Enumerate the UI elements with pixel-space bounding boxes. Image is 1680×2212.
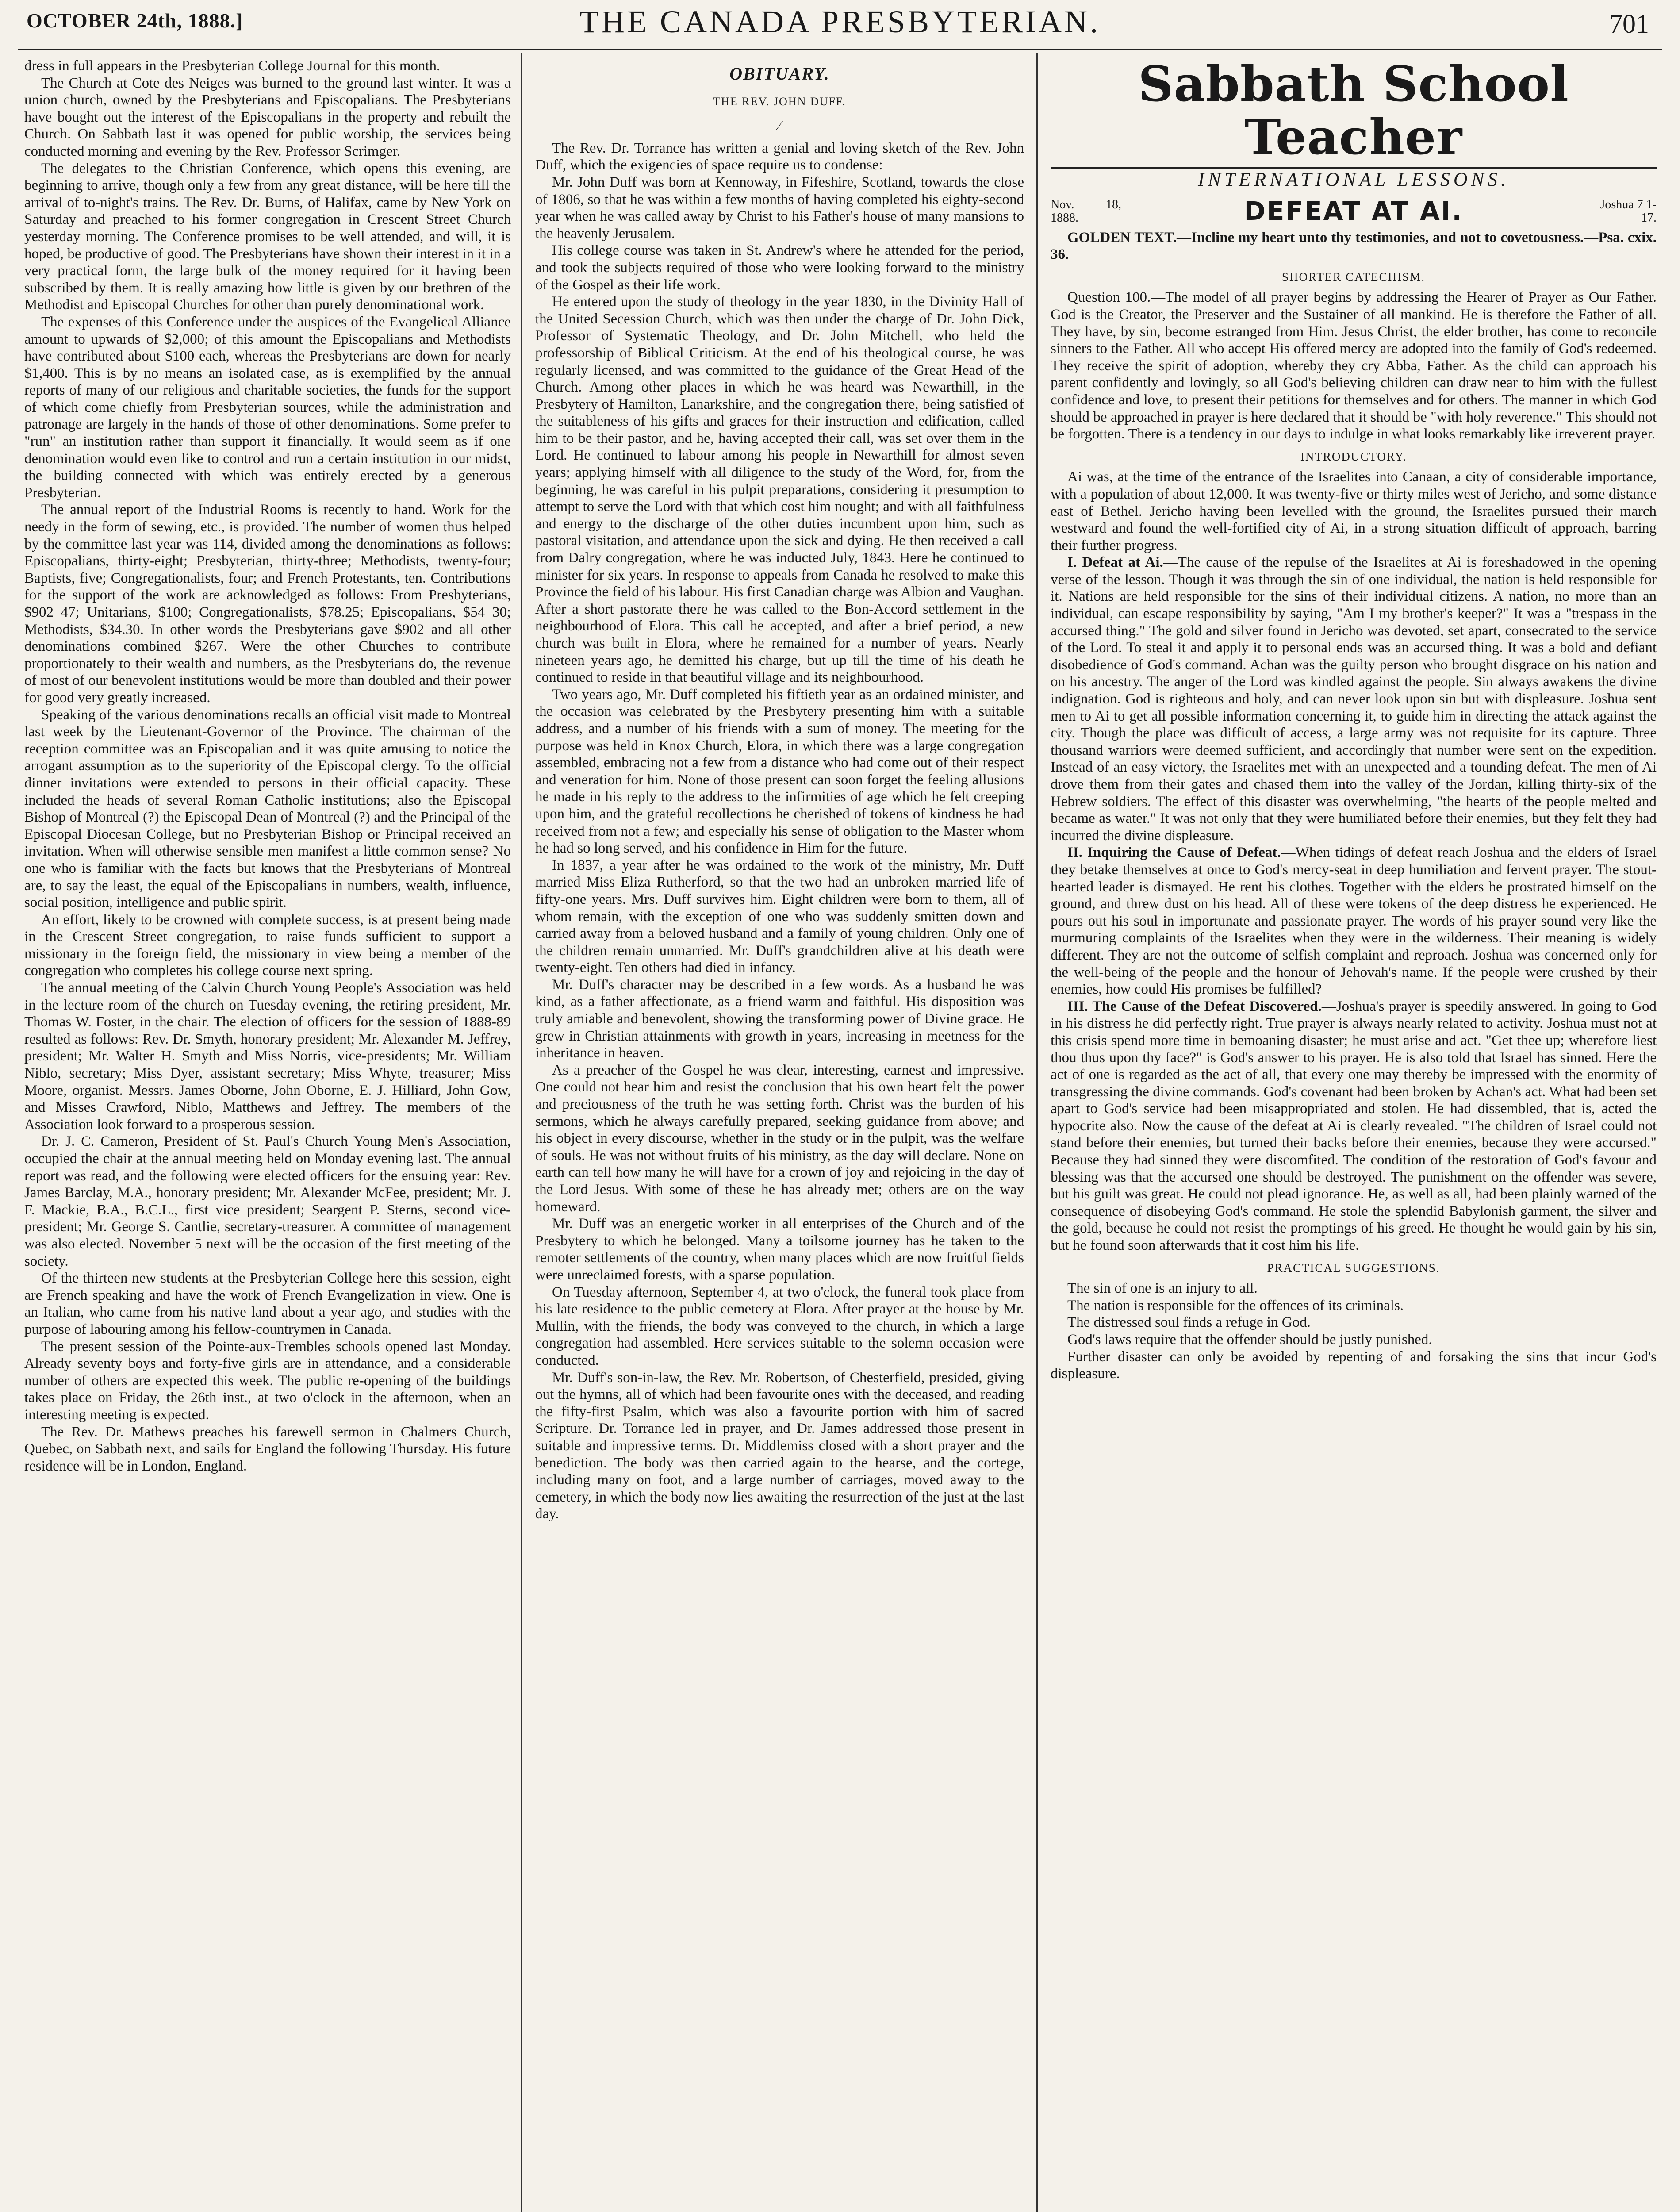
news-paragraph: The annual meeting of the Calvin Church Young People's Association was held in the lecture room of the church on Tuesday evening, the retiring president, Mr. Thomas W. Foster, in the chair. The election of officers for the session of 1888-89 resulted as follows: Rev. Dr. Smyth, honorary president; Mr. Alexander M. Jeffrey, president; Mr. Walter H. Smyth and Miss Norris, vice-presidents; Mr. William Niblo, secretary; Miss Dyer, assistant secretary; Miss Whyte, treasurer; Miss Moore, organist. Messrs. James Oborne, John Oborne, E. J. Hilliard, John Gow, and Misses Crawford, Niblo, Matthews and Jeffrey. The members of the Association look forward to a prosperous session.	[24, 980, 511, 1133]
obituary-paragraph: As a preacher of the Gospel he was clear, interesting, earnest and impressive. One could not hear him and resist the conclusion that his own heart felt the power and preciousness of the truth he was setting forth. Christ was the burden of his sermons, which he always carefully prepared, seeking guidance from above; and his object in every discourse, whether in the study or in the pulpit, was the welfare of souls. He was not without fruits of his ministry, as the day will declare. None on earth can tell how many he will have for a crown of joy and rejoicing in the day of the Lord Jesus. With some of these he has already met; others are on the way homeward.	[535, 1062, 1024, 1215]
introductory-text: Ai was, at the time of the entrance of the Israelites into Canaan, a city of considerable importance, with a population of about 12,000. It was twenty-five or thirty miles west of Jericho, and some distance east of Bethel. Jericho having been levelled with the ground, the Israelites pursued their march westward and found the well-fortified city of Ai, in a strong situation difficult of approach, barring their further progress.	[1051, 469, 1657, 553]
news-paragraph: The expenses of this Conference under the auspices of the Evangelical Alliance amount to upwards of $2,000; of this amount the Episcopalians and Methodists have contributed about $100 each, whereas the Presbyterians are down for nearly $1,400. This is by no means an isolated case, as is exemplified by the annual reports of many of our religious and charitable societies, the funds for the support of which come chiefly from Presbyterian sources, while the administration and patronage are largely in the hands of those of other denominations. Some prefer to "run" an institution rather than support it financially. It would seem as if one denomination would even like to control and run a certain institution in our midst, the building connected with which was entirely erected by a generous Presbyterian.	[24, 314, 511, 501]
obituary-paragraph: Two years ago, Mr. Duff completed his fiftieth year as an ordained minister, and the occasion was celebrated by the Presbytery presenting him with a suitable address, and a number of his friends with a sum of money. The meeting for the purpose was held in Knox Church, Elora, in which there was a large congregation assembled, embracing not a few from a distance who had come out of their respect and veneration for him. None of those present can soon forget the feeling allusions he made in his reply to the address to the infirmities of age which he felt creeping upon him, and the grateful recollections he cherished of tokens of kindness he had received from not a few; and especially his sense of obligation to the Master whom he had so long served, and his confidence in Him for the future.	[535, 686, 1024, 856]
obituary-paragraph: On Tuesday afternoon, September 4, at two o'clock, the funeral took place from his late residence to the public cemetery at Elora. After prayer at the house by Mr. Mullin, with the friends, the body was conveyed to the church, in which a large congregation had assembled. Here services suitable to the solemn occasion were conducted.	[535, 1284, 1024, 1368]
practical-item: The distressed soul finds a refuge in God.	[1067, 1314, 1311, 1331]
obituary-paragraph: He entered upon the study of theology in the year 1830, in the Divinity Hall of the United Secession Church, which was then under the charge of Dr. John Dick, Professor of Systematic Theology, and Dr. John Mitchell, who held the professorship of Biblical Criticism. At the end of his theological course, he was regularly licensed, and was committed to the guidance of the Great Head of the Church. Among other places in which he was heard was Newarthill, in the Presbytery of Hamilton, Lanarkshire, and the congregation there, being satisfied of the suitableness of his gifts and graces for their instruction and edification, called him to be their pastor, and he, having accepted their call, was set over them in the Lord. He continued to labour among his people in Newarthill for almost seven years; applying himself with all diligence to the study of the Word, for, from the beginning, he was careful in his pulpit preparations, considering it presumption to attempt to serve the Lord with that which cost him nought; and with all faithfulness and energy to the discharge of the other duties incumbent upon him, such as pastoral visitation, and attendance upon the sick and dying. He then received a call from Dalry congregation, where he was inducted July, 1843. Here he continued to minister for six years. In response to appeals from Canada he resolved to make this Province the field of his labour. His first Canadian charge was Albion and Vaughan. After a short pastorate there he was called to the Bon-Accord settlement in the neighbourhood of Elora. This call he accepted, and after a brief period, a new church was built in Elora, where he remained for a number of years. Nearly nineteen years ago, he demitted his charge, but up till the time of his death he continued to reside in that beautiful village and its neighbourhood.	[535, 294, 1024, 686]
sabbath-school-heading: Sabbath School Teacher	[1138, 58, 1569, 165]
column-divider-1	[521, 53, 522, 2212]
section-1-title: I. Defeat at Ai.	[1067, 554, 1163, 571]
news-paragraph: An effort, likely to be crowned with complete success, is at present being made in the Crescent Street congregation, to raise funds sufficient to support a missionary in the foreign field, the missionary in view being a member of the congregation who completes his college course next spring.	[24, 911, 511, 979]
column-divider-2	[1036, 53, 1038, 2212]
practical-item: The sin of one is an injury to all.	[1067, 1280, 1258, 1297]
column-2-obituary	[535, 58, 1024, 2212]
news-paragraph: The present session of the Pointe-aux-Trembles schools opened last Monday. Already seventy boys and forty-five girls are in attendance, and a considerable number of others are expected this week. The public re-opening of the buildings takes place on Friday, the 26th inst., at two o'clock in the afternoon, when an interesting meeting is expected.	[24, 1338, 511, 1423]
news-paragraph: The delegates to the Christian Conference, which opens this evening, are beginning to arrive, though only a few from any great distance, will be here till the arrival of to-night's trains. The Rev. Dr. Burns, of Halifax, came by New York on Saturday and preached to his former congregation in Crescent Street Church yesterday morning. The Conference promises to be well attended, and will, it is hoped, be productive of good. The Presbyterians have shown their interest in it in a very practical form, the large bulk of the money required for it having been subscribed by them. It is really amazing how little is given by our brethren of the Methodist and Episcopal Churches for other than purely denominational work.	[24, 160, 511, 313]
section-2	[1051, 844, 1657, 998]
column-3-sabbath-school	[1051, 58, 1657, 2212]
news-paragraph: The annual report of the Industrial Rooms is recently to hand. Work for the needy in the form of sewing, etc., is provided. The number of women thus helped by the committee last year was 114, divided among the denominations as follows: Episcopalians, thirty-eight; Presbyterian, thirty-three; Methodists, twenty-four; Baptists, five; Congregationalists, four; and French Protestants, ten. Contributions for the support of the work are acknowledged as follows: From Presbyterians, $902 47; Unitarians, $100; Congregationalists, $78.25; Episcopalians, $54 30; Methodists, $34.30. In other words the Presbyterians gave $902 and all other denominations combined $267. Were the other Churches to contribute proportionately to their wealth and numbers, as the Presbyterians do, the revenue of most of our benevolent institutions would be more than doubled and their power for good very greatly increased.	[24, 502, 511, 706]
obituary-paragraph: The Rev. Dr. Torrance has written a genial and loving sketch of the Rev. John Duff, which the exigencies of space require us to condense:	[535, 140, 1024, 173]
obituary-paragraph: Mr. John Duff was born at Kennoway, in Fifeshire, Scotland, towards the close of 1806, so that he was within a few months of having completed his eighty-second year when he was called away by Christ to his Father's house of many mansions to the heavenly Jerusalem.	[535, 174, 1024, 242]
section-1-text: —The cause of the repulse of the Israelites at Ai is foreshadowed in the opening verse of the lesson. Though it was through the sin of one individual, the nation is held responsible for it. Nations are held responsible for the sins of their individual citizens. A nation, no more than an individual, can escape responsibility by saying, "Am I my brother's keeper?" It was a "trespass in the accursed thing." The gold and silver found in Jericho was devoted, set apart, consecrated to the service of the Lord. To steal it and apply it to personal ends was an accursed thing. It was a bold and defiant disobedience of God's command. Achan was the guilty person who brought disgrace on his nation and on his ancestry. The anger of the Lord was kindled against the people. Sin always awakens the divine indignation. God is righteous and holy, and can never look upon sin but with displeasure. Joshua sent men to Ai to get all possible information concerning it, to guide him in directing the attack against the city. Though the place was difficult of access, a large army was not requisite for its capture. Three thousand warriors were deemed sufficient, and accordingly that number were sent on the expedition. Instead of an easy victory, the Israelites met with an unexpected and a tounding defeat. The men of Ai drove them from their gates and chased them into the valley of the Jordan, killing thirty-six of the Hebrew soldiers. The effect of this disaster was overwhelming, "the hearts of the people melted and became as water." It was not only that they were humiliated before their enemies, but they felt they had incurred the divine displeasure.	[1051, 554, 1657, 844]
masthead-title: THE CANADA PRESBYTERIAN.	[579, 4, 1101, 39]
obituary-paragraph: In 1837, a year after he was ordained to the work of the ministry, Mr. Duff married Miss Eliza Rutherford, so that the two had an unbroken married life of fifty-one years. Mrs. Duff survives him. Eight children were born to them, all of whom remain, with the exception of one who was suddenly smitten down and carried away from a beloved husband and a family of young children. Only one of the children remain unmarried. Mr. Duff's grandchildren alive at his death were twenty-eight. Ten others had died in infancy.	[535, 857, 1024, 976]
section-2-text: —When tidings of defeat reach Joshua and the elders of Israel they betake themselves at once to God's mercy-seat in deep humiliation and fervent prayer. The stout-hearted leader is dismayed. He rent his clothes. Together with the elders he prostrated himself on the ground, and threw dust on his head. All of these were tokens of the deep distress he experienced. He pours out his soul in importunate and passionate prayer. The words of his prayer sound very like the murmuring complaints of the Israelites when they were in the wilderness. Their meaning is widely different. They are not the outcome of selfish complaint and reproach. Joshua was concerned only for the well-being of the people and the honour of Jehovah's name. If the people were crushed by their enemies, how could His promises be fulfilled?	[1051, 845, 1657, 998]
practical-item: Further disaster can only be avoided by repenting of and forsaking the sins that incur God's displeasure.	[1051, 1348, 1657, 1382]
obituary-paragraph: Mr. Duff's character may be described in a few words. As a husband he was kind, as a father affectionate, as a friend warm and faithful. His disposition was truly amiable and benevolent, showing the transforming power of Divine grace. He grew in Christian attainments with growth in years, increasing in meetness for the inheritance in heaven.	[535, 976, 1024, 1061]
section-1	[1051, 554, 1657, 844]
news-paragraph: Speaking of the various denominations recalls an official visit made to Montreal last week by the Lieutenant-Governor of the Province. The chairman of the reception committee was an Episcopalian and it was quite amusing to notice the arrogant assumption as to the superiority of the Episcopal clergy. To the official dinner invitations were extended to persons in their official capacity. These included the heads of several Roman Catholic institutions; also the Episcopal Bishop of Montreal (?) the Episcopal Dean of Montreal (?) and the Principal of the Episcopal Diocesan College, but no Presbyterian Bishop or Principal received an invitation. When will otherwise sensible men manifest a little common sense? No one who is familiar with the facts but knows that the Presbyterians of Montreal are, to say the least, the equal of the Episcopalians in numbers, wealth, influence, social position, intelligence and public spirit.	[24, 707, 511, 911]
news-paragraph: The Church at Cote des Neiges was burned to the ground last winter. It was a union church, owned by the Presbyterians and Episcopalians. The Presbyterians have bought out the interest of the Episcopalians in the property and rebuilt the Church. On Sabbath last it was opened for public worship, the services being conducted morning and evening by the Rev. Professor Scrimger.	[24, 75, 511, 159]
section-3	[1051, 998, 1657, 1254]
introductory-heading: INTRODUCTORY.	[1300, 449, 1407, 463]
lesson-title: DEFEAT AT AI.	[1244, 196, 1463, 227]
lesson-scripture-ref: Joshua 7 1-17.	[1600, 197, 1657, 225]
news-paragraph: Dr. J. C. Cameron, President of St. Paul's Church Young Men's Association, occupied the chair at the annual meeting held on Monday evening last. The annual report was read, and the following were elected officers for the ensuing year: Rev. James Barclay, M.A., honorary president; Mr. Alexander McFee, president; Mr. J. F. Mackie, B.A., B.C.L., first vice president; Seargent P. Sterns, second vice-president; Mr. George S. Cantlie, secretary-treasurer. A committee of management was also elected. November 5 next will be the occasion of the first meeting of the society.	[24, 1133, 511, 1269]
section-3-text: —Joshua's prayer is speedily answered. In going to God in his distress he did perfectly right. True prayer is always nearly related to activity. Joshua must not at this crisis spend more time in bemoaning disaster; he must arise and act. "Get thee up; wherefore liest thou thus upon thy face?" is God's answer to his prayer. He is also told that Israel has sinned. Here the act of one is regarded as the act of all, that every one may thereby be impressed with the enormity of transgressing the divine commands. God's covenant had been broken by Achan's act. What had been set apart to God's service had been misappropriated and stolen. He had dissembled, that is, acted the hypocrite also. Now the cause of the defeat at Ai is clearly revealed. "The children of Israel could not stand before their enemies, but turned their backs before their enemies, because they were accursed." Because they had sinned they were discomfited. The condition of the restoration of God's favour and blessing was that the accursed one should be destroyed. The punishment on the offender was severe, but his guilt was great. He could not plead ignorance. He, as well as all, had been plainly warned of the consequence of disobeying God's command. He stole the splendid Babylonish garment, the silver and the gold, because he could not resist the promptings of his greed. He thought he would gain by his sin, but he found soon afterwards that it cost him his life.	[1051, 998, 1657, 1254]
news-paragraph: Of the thirteen new students at the Presbyterian College here this session, eight are French speaking and have the work of French Evangelization in view. One is an Italian, who came from his native land about a year ago, and studies with the purpose of labouring among his fellow-countrymen in Canada.	[24, 1270, 511, 1337]
obituary-paragraph: His college course was taken in St. Andrew's where he attended for the period, and took the subjects required of those who were looking forward to the ministry of the Gospel as their life work.	[535, 242, 1024, 293]
news-paragraph: dress in full appears in the Presbyterian College Journal for this month.	[24, 58, 441, 74]
section-3-title: III. The Cause of the Defeat Discovered.	[1067, 998, 1322, 1014]
news-paragraph: The Rev. Dr. Mathews preaches his farewell sermon in Chalmers Church, Quebec, on Sabbath next, and sails for England the following Thursday. His future residence will be in London, England.	[24, 1424, 511, 1474]
page-number: 701	[1609, 9, 1649, 38]
issue-date: OCTOBER 24th, 1888.]	[27, 9, 243, 32]
obituary-paragraph: Mr. Duff was an energetic worker in all enterprises of the Church and of the Presbytery to which he belonged. Many a toilsome journey has he taken to the remoter settlements of the country, when many places which are now fruitful fields were unreclaimed forests, with a sparse population.	[535, 1216, 1024, 1283]
catechism-heading: SHORTER CATECHISM.	[1282, 270, 1425, 284]
lessons-subheading: INTERNATIONAL LESSONS.	[1197, 169, 1510, 190]
obituary-subheading: THE REV. JOHN DUFF.	[713, 95, 846, 108]
practical-item: The nation is responsible for the offences of its criminals.	[1067, 1297, 1404, 1313]
section-2-title: II. Inquiring the Cause of Defeat.	[1067, 845, 1281, 861]
obituary-heading: OBITUARY.	[729, 64, 830, 84]
obituary-paragraph: Mr. Duff's son-in-law, the Rev. Mr. Robertson, of Chesterfield, presided, giving out the hymns, all of which had been favourite ones with the deceased, and reading the fifty-first Psalm, which was also a favourite portion with him of sacred Scripture. Dr. Torrance led in prayer, and Dr. James addressed those present in suitable and impressive terms. Dr. Middlemiss closed with a short prayer and the benediction. The body was then carried again to the hearse, and the cortege, including many on foot, and a large number of carriages, moved away to the cemetery, in which the body now lies awaiting the resurrection of the just at the last day.	[535, 1369, 1024, 1522]
column-1-church-news	[24, 58, 511, 2212]
lesson-title-row	[1051, 198, 1657, 225]
practical-heading: PRACTICAL SUGGESTIONS.	[1267, 1261, 1440, 1275]
golden-text: GOLDEN TEXT.—Incline my heart unto thy testimonies, and not to covetousness.—Psa. cxix. 36.	[1051, 229, 1657, 263]
ornament-divider: ⁄	[778, 118, 781, 133]
header-rule	[18, 49, 1662, 50]
lesson-date: Nov. 18, 1888.	[1051, 197, 1121, 225]
catechism-text: Question 100.—The model of all prayer begins by addressing the Hearer of Prayer as Our Father. God is the Creator, the Preserver and the Sustainer of all mankind. He is therefore the Father of all. They have, by sin, become estranged from Him. Jesus Christ, the elder brother, has come to reconcile sinners to the Father. All who accept His offered mercy are adopted into the family of God's redeemed. They receive the spirit of adoption, whereby they cry Abba, Father. As the child can approach his parent confidently and lovingly, so all God's believing children can draw near to him with the fullest confidence and love, to present their petitions for themselves and for others. The manner in which God should be approached in prayer is here declared that it should be "with holy reverence." This should not be forgotten. There is a tendency in our days to indulge in what looks remarkably like irreverent prayer.	[1051, 289, 1657, 442]
practical-item: God's laws require that the offender should be justly punished.	[1067, 1332, 1432, 1348]
